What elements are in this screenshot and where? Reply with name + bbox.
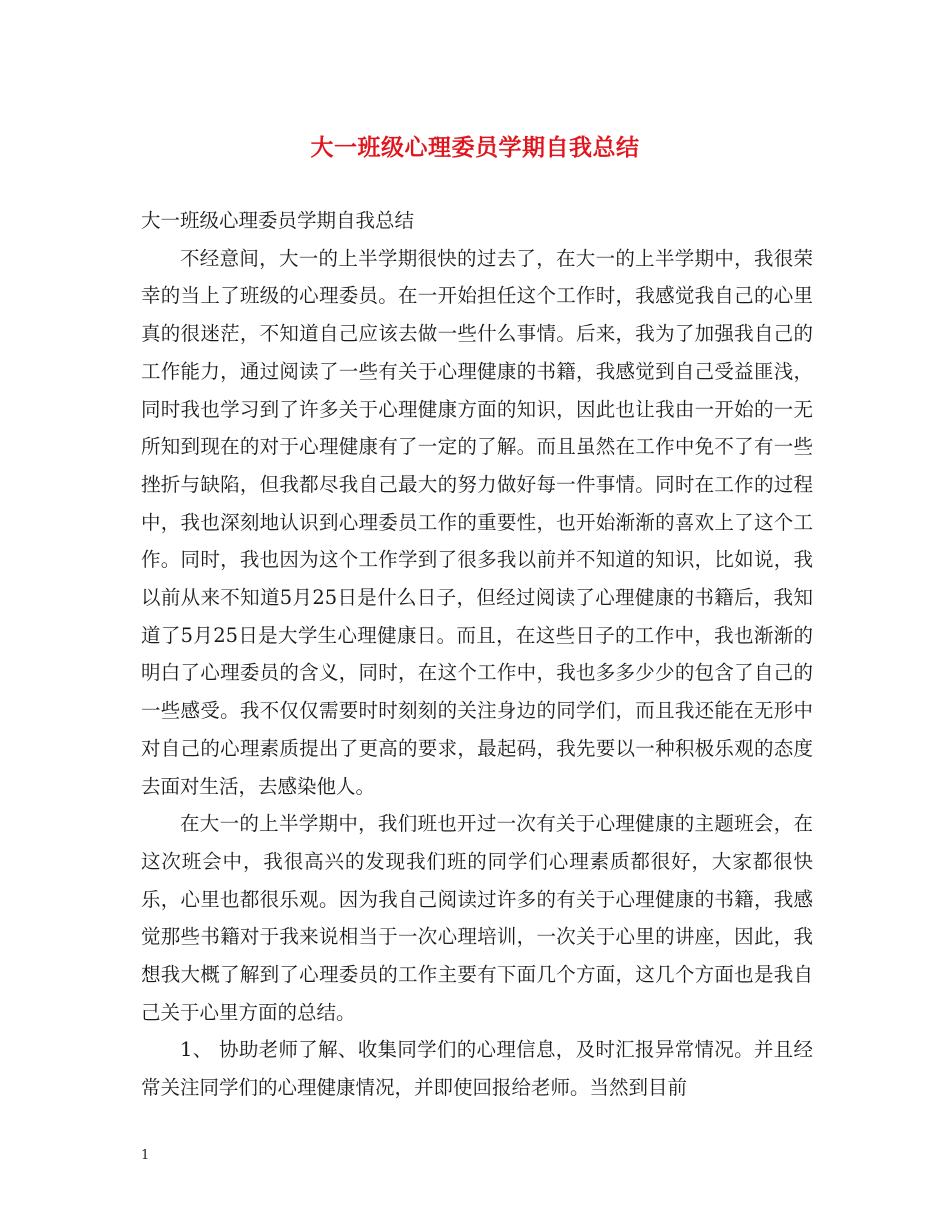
body-paragraph: 在大一的上半学期中，我们班也开过一次有关于心理健康的主题班会，在这次班会中，我很高兴的发现我们班的同学们心理素质都很好，大家都很快乐，心里也都很乐观。因为我自己阅读过许多的有关于心理健康的书籍，我感觉那些书籍对于我来说相当于一次心理培训，一次关于心里的讲座，因此，我想我大概了解到了心理委员的工作主要有下面几个方面，这几个方面也是我自己关于心里方面的总结。: [141, 812, 813, 1024]
body-heading: 大一班级心理委员学期自我总结: [141, 209, 415, 232]
page-number: 1: [141, 1148, 150, 1163]
body-paragraph: 不经意间，大一的上半学期很快的过去了，在大一的上半学期中，我很荣幸的当上了班级的心理委员。在一开始担任这个工作时，我感觉我自己的心里真的很迷茫，不知道自己应该去做一些什么事情。后来，我为了加强我自己的工作能力，通过阅读了一些有关于心理健康的书籍，我感觉到自己受益匪浅，同时我也学习到了许多关于心理健康方面的知识，因此也让我由一开始的一无所知到现在的对于心理健康有了一定的了解。而且虽然在工作中免不了有一些挫折与缺陷，但我都尽我自己最大的努力做好每一件事情。同时在工作的过程中，我也深刻地认识到心理委员工作的重要性，也开始渐渐的喜欢上了这个工作。同时，我也因为这个工作学到了很多我以前并不知道的知识，比如说，我以前从来不知道5月25日是什么日子，但经过阅读了心理健康的书籍后，我知道了5月25日是大学生心理健康日。而且，在这些日子的工作中，我也渐渐的明白了心理委员的含义，同时，在这个工作中，我也多多少少的包含了自己的一些感受。我不仅仅需要时时刻刻的关注身边的同学们，而且我还能在无形中对自己的心理素质提出了更高的要求，最起码，我先要以一种积极乐观的态度去面对生活，去感染他人。: [141, 246, 813, 798]
body-paragraph: 1、 协助老师了解、收集同学们的心理信息，及时汇报异常情况。并且经常关注同学们的心理健康情况，并即使回报给老师。当然到目前: [141, 1038, 813, 1100]
document-title: 大一班级心理委员学期自我总结: [310, 135, 640, 161]
document-body: [141, 202, 813, 1107]
